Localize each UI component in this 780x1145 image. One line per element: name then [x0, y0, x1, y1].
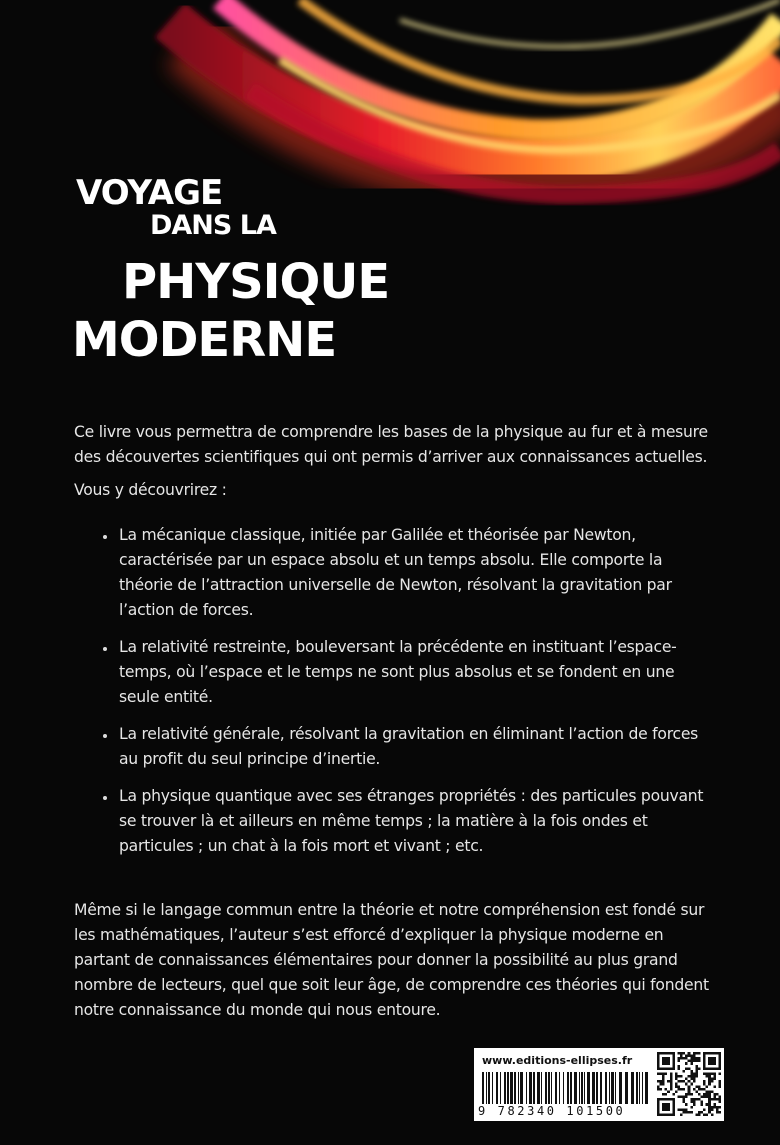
book-title [0, 0, 780, 380]
intro-paragraph: Ce livre vous permettra de comprendre les bases de la physique au fur et à mesure des découvertes scientifiques qui ont permis d’arriver aux connaissances actuelles. [74, 423, 708, 466]
list-item: La physique quantique avec ses étranges propriétés : des particules pouvant se trouver là et ailleurs en même temps ; la matière à la fois ondes et particules ; un chat à la fois mort et vivant ; etc. [74, 784, 710, 859]
list-item: La mécanique classique, initiée par Galilée et théorisée par Newton, caractérisée par un espace absolu et un temps absolu. Elle comporte la théorie de l’attraction universelle de Newton, résolvant la gravitation par l’action de forces. [74, 523, 710, 623]
title-line-1: VOYAGE [76, 173, 223, 213]
lead-text: Vous y découvrirez : [74, 481, 227, 499]
outro-paragraph: Même si le langage commun entre la théorie et notre compréhension est fondé sur les mathématiques, l’auteur s’est efforcé d’expliquer la physique moderne en partant de connaissances élémentaires pour donner la possibilité au plus grand nombre de lecteurs, quel que soit leur âge, de comprendre ces théories qui fondent notre connaissance du monde qui nous entoure. [74, 901, 709, 1019]
publisher-url: www.editions-ellipses.fr [482, 1054, 633, 1067]
list-item: La relativité restreinte, bouleversant la précédente en instituant l’espace-temps, où l’espace et le temps ne sont plus absolus et se fondent en une seule entité. [74, 635, 710, 710]
barcode-box [474, 1048, 724, 1121]
qr-code-icon [657, 1052, 721, 1116]
title-line-4: MODERNE [72, 312, 337, 368]
list-item: La relativité générale, résolvant la gravitation en éliminant l’action de forces au profit du seul principe d’inertie. [74, 722, 710, 772]
topics-list [74, 523, 710, 859]
title-line-3: PHYSIQUE [122, 254, 390, 310]
barcode-icon [482, 1072, 650, 1104]
back-cover-text [74, 420, 710, 871]
title-line-2: DANS LA [150, 210, 276, 241]
isbn-number: 9 782340 101500 [478, 1104, 626, 1118]
